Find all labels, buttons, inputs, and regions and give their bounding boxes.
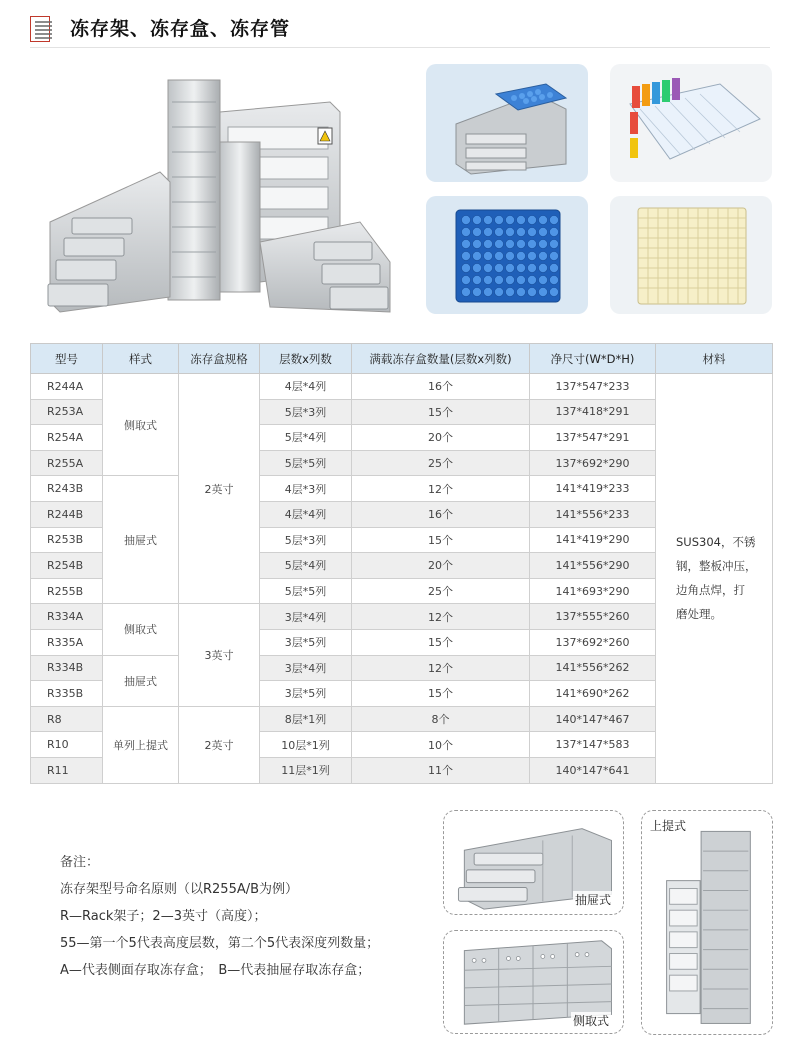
model-cell: R244B	[31, 501, 103, 527]
layers-cell: 11层*1列	[260, 757, 352, 783]
layers-cell: 5层*5列	[260, 578, 352, 604]
table-header-row	[31, 344, 773, 374]
page-title: 冻存架、冻存盒、冻存管	[70, 18, 291, 40]
rack-group-image	[40, 72, 400, 322]
model-cell: R244A	[31, 374, 103, 400]
style-cell: 侧取式	[103, 374, 179, 476]
style-cell: 抽屉式	[103, 655, 179, 706]
count-cell: 15个	[352, 399, 530, 425]
count-cell: 20个	[352, 553, 530, 579]
dims-cell: 137*555*260	[530, 604, 656, 630]
col-header: 材料	[656, 344, 773, 374]
style-cell: 单列上提式	[103, 706, 179, 783]
dims-cell: 137*147*583	[530, 732, 656, 758]
notes-title: 备注：	[60, 855, 100, 870]
style-cell: 抽屉式	[103, 476, 179, 604]
layers-cell: 3层*5列	[260, 629, 352, 655]
dims-cell: 137*547*233	[530, 374, 656, 400]
dims-cell: 137*692*290	[530, 450, 656, 476]
top-lift-rack-label: 上提式	[650, 819, 687, 833]
model-cell: R253B	[31, 527, 103, 553]
count-cell: 12个	[352, 655, 530, 681]
layers-cell: 8层*1列	[260, 706, 352, 732]
dims-cell: 141*556*233	[530, 501, 656, 527]
side-rack-figure	[443, 930, 624, 1034]
freezer-box-with-tubes-photo	[610, 64, 772, 182]
count-cell: 15个	[352, 527, 530, 553]
notes-block	[60, 849, 379, 984]
layers-cell: 5层*4列	[260, 425, 352, 451]
col-header: 样式	[103, 344, 179, 374]
spec-table	[30, 343, 773, 784]
list-icon	[30, 16, 54, 42]
dims-cell: 141*419*233	[530, 476, 656, 502]
count-cell: 20个	[352, 425, 530, 451]
layers-cell: 5层*4列	[260, 553, 352, 579]
box-size-cell: 3英寸	[179, 604, 260, 706]
notes-line: R—Rack架子；2—3英寸（高度）；	[60, 909, 267, 924]
model-cell: R8	[31, 706, 103, 732]
side-rack-label: 侧取式	[572, 1014, 609, 1028]
model-cell: R10	[31, 732, 103, 758]
layers-cell: 4层*3列	[260, 476, 352, 502]
model-cell: R255A	[31, 450, 103, 476]
box-size-cell: 2英寸	[179, 706, 260, 783]
dims-cell: 141*556*262	[530, 655, 656, 681]
model-cell: R243B	[31, 476, 103, 502]
rack-with-box-photo	[426, 64, 588, 182]
style-cell: 侧取式	[103, 604, 179, 655]
layers-cell: 5层*3列	[260, 527, 352, 553]
dims-cell: 137*692*260	[530, 629, 656, 655]
drawer-rack-label: 抽屉式	[574, 893, 611, 907]
count-cell: 15个	[352, 629, 530, 655]
layers-cell: 4层*4列	[260, 374, 352, 400]
model-cell: R335B	[31, 681, 103, 707]
count-cell: 25个	[352, 450, 530, 476]
drawer-rack-figure	[443, 810, 624, 915]
model-cell: R334A	[31, 604, 103, 630]
count-cell: 12个	[352, 604, 530, 630]
count-cell: 16个	[352, 374, 530, 400]
col-header: 净尺寸(W*D*H)	[530, 344, 656, 374]
layers-cell: 5层*5列	[260, 450, 352, 476]
layers-cell: 10层*1列	[260, 732, 352, 758]
model-cell: R254A	[31, 425, 103, 451]
count-cell: 25个	[352, 578, 530, 604]
cream-freezer-box-photo	[610, 196, 772, 314]
dims-cell: 140*147*467	[530, 706, 656, 732]
model-cell: R11	[31, 757, 103, 783]
count-cell: 8个	[352, 706, 530, 732]
notes-line: 55—第一个5代表高度层数，第二个5代表深度列数量；	[60, 936, 380, 951]
count-cell: 16个	[352, 501, 530, 527]
material-line: SUS304，不锈	[676, 535, 756, 550]
dims-cell: 137*418*291	[530, 399, 656, 425]
layers-cell: 3层*4列	[260, 604, 352, 630]
col-header: 冻存盒规格	[179, 344, 260, 374]
layers-cell: 3层*4列	[260, 655, 352, 681]
dims-cell: 141*693*290	[530, 578, 656, 604]
count-cell: 15个	[352, 681, 530, 707]
blue-freezer-box-photo	[426, 196, 588, 314]
layers-cell: 5层*3列	[260, 399, 352, 425]
count-cell: 12个	[352, 476, 530, 502]
dims-cell: 141*690*262	[530, 681, 656, 707]
col-header: 层数x列数	[260, 344, 352, 374]
material-line: 边角点焊，打	[676, 583, 745, 598]
top-lift-rack-figure	[641, 810, 773, 1035]
count-cell: 10个	[352, 732, 530, 758]
model-cell: R253A	[31, 399, 103, 425]
dims-cell: 140*147*641	[530, 757, 656, 783]
count-cell: 11个	[352, 757, 530, 783]
model-cell: R334B	[31, 655, 103, 681]
layers-cell: 4层*4列	[260, 501, 352, 527]
material-line: 磨处理。	[676, 607, 722, 622]
model-cell: R254B	[31, 553, 103, 579]
notes-line: 冻存架型号命名原则（以R255A/B为例）	[60, 882, 299, 897]
material-cell	[656, 374, 773, 784]
box-size-cell: 2英寸	[179, 374, 260, 604]
col-header: 满载冻存盒数量(层数x列数)	[352, 344, 530, 374]
layers-cell: 3层*5列	[260, 681, 352, 707]
dims-cell: 141*419*290	[530, 527, 656, 553]
model-cell: R255B	[31, 578, 103, 604]
notes-line: A—代表侧面存取冻存盒； B—代表抽屉存取冻存盒；	[60, 963, 371, 978]
dims-cell: 137*547*291	[530, 425, 656, 451]
section-header	[30, 14, 770, 48]
table-row	[31, 374, 773, 400]
model-cell: R335A	[31, 629, 103, 655]
col-header: 型号	[31, 344, 103, 374]
material-line: 钢，整板冲压，	[676, 559, 757, 574]
dims-cell: 141*556*290	[530, 553, 656, 579]
